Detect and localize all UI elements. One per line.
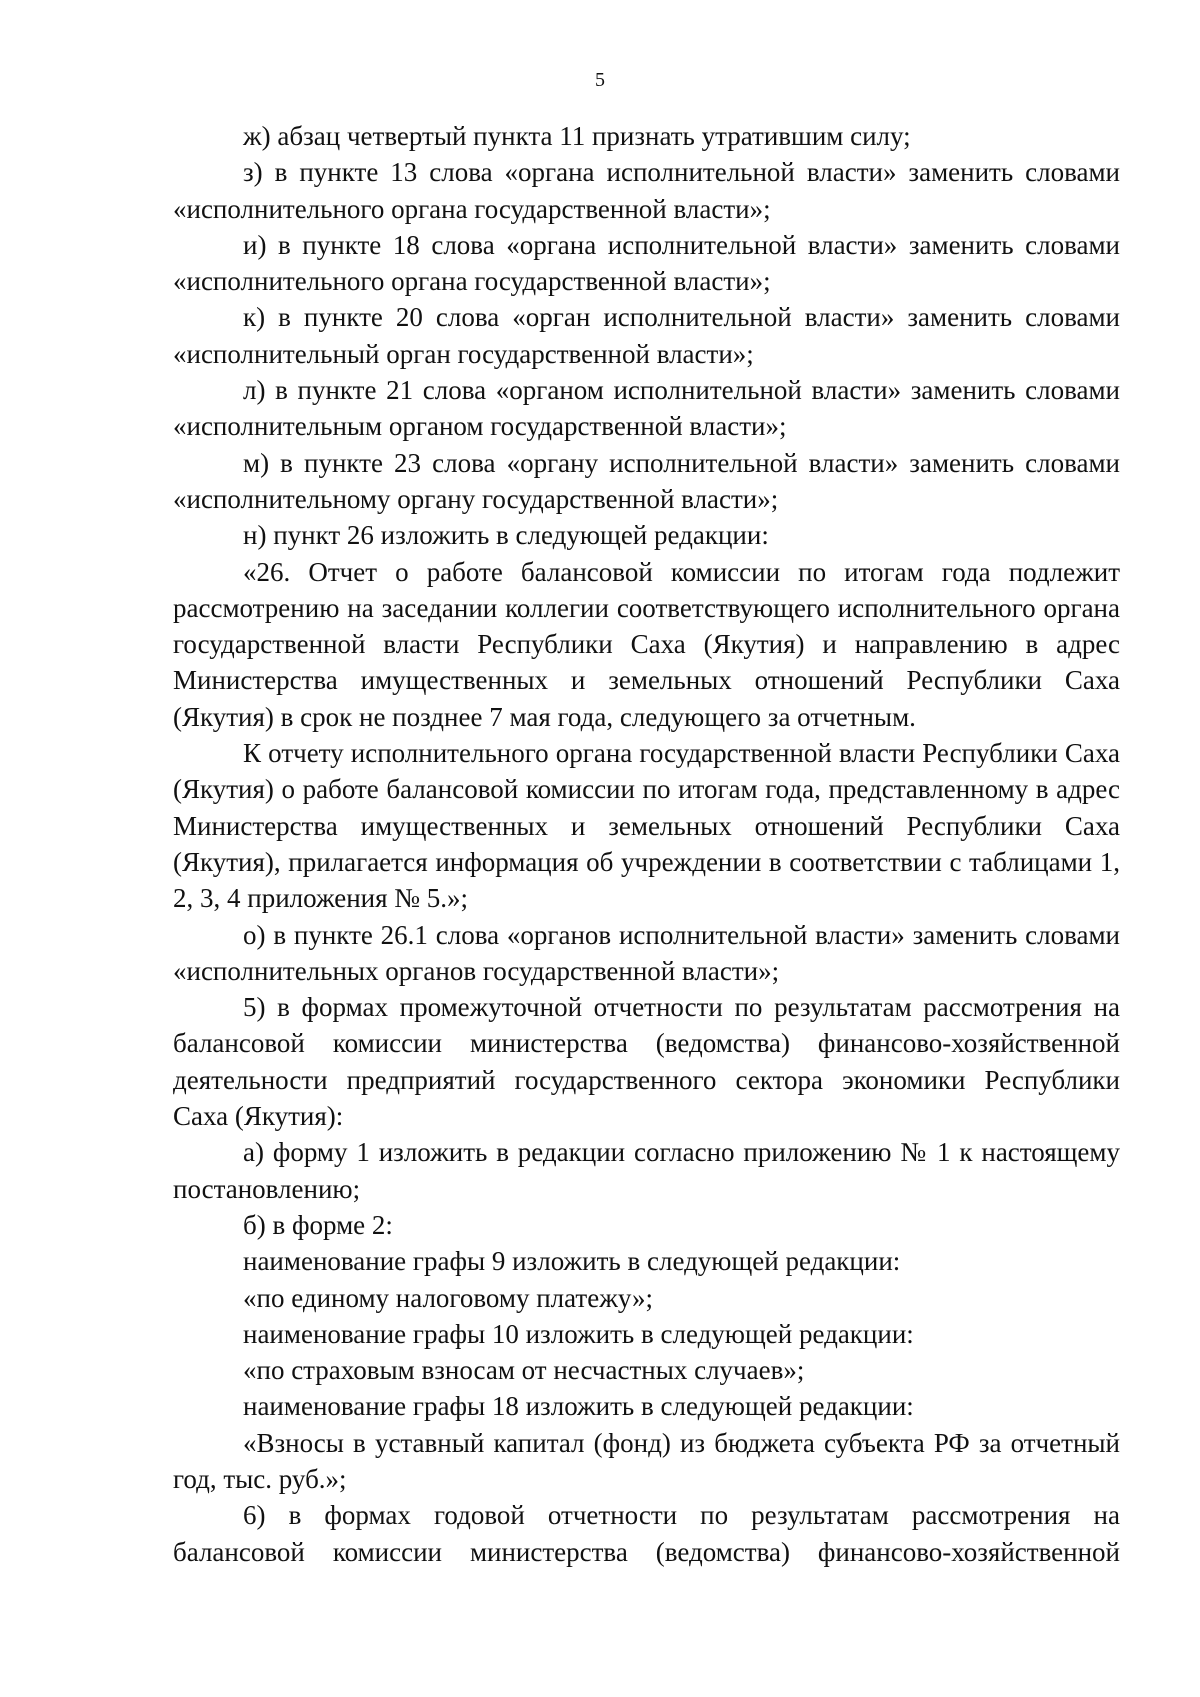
paragraph-zh: ж) абзац четвертый пункта 11 признать утратившим силу; [243,121,911,151]
paragraph-o: о) в пункте 26.1 слова «органов исполнительной власти» заменить словами «исполнительных органов государственной власти»; [173,919,1120,986]
paragraph-k: к) в пункте 20 слова «орган исполнительной власти» заменить словами «исполнительный орган государственной власти»; [173,302,1120,369]
paragraph-report: К отчету исполнительного органа государственной власти Республики Саха (Якутия) о работе балансовой комиссии по итогам года, представленному в адрес Министерства имущественных и земельных отношений Республики Саха (Якутия), прилагается информация об учреждении в соответствии с таблицами 1, 2, 3, 4 приложения № 5.»; [173,738,1120,914]
paragraph-z: з) в пункте 13 слова «органа исполнительной власти» заменить словами «исполнительного органа государственной власти»; [173,157,1120,224]
paragraph-column-18: наименование графы 18 изложить в следующей редакции: [243,1391,914,1422]
paragraph-i: и) в пункте 18 слова «органа исполнительной власти» заменить словами «исполнительного органа государственной власти»; [173,229,1120,297]
page-number: 5 [595,69,605,91]
paragraph-5: 5) в формах промежуточной отчетности по результатам рассмотрения на балансовой комиссии министерства (ведомства) финансово-хозяйственной деятельности предприятий государственного сектора экономики Республики Саха (Якутия): [173,992,1120,1132]
paragraph-column-9-value: «по единому налоговому платежу»; [243,1282,654,1313]
paragraph-b: б) в форме 2: [243,1209,393,1240]
paragraph-n: н) пункт 26 изложить в следующей редакции: [243,520,769,551]
paragraph-column-10: наименование графы 10 изложить в следующей редакции: [243,1318,914,1349]
paragraph-item-26: «26. Отчет о работе балансовой комиссии по итогам года подлежит рассмотрению на заседании коллегии соответствующего исполнительного органа государственной власти Республики Саха (Якутия) и направлению в адрес Министерства имущественных и земельных отношений Республики Саха (Якутия) в срок не позднее 7 мая года, следующего за отчетным. [173,556,1120,732]
document-text [173,118,1120,1570]
paragraph-column-9: наименование графы 9 изложить в следующей редакции: [243,1246,901,1277]
paragraph-a: а) форму 1 изложить в редакции согласно приложению № 1 к настоящему постановлению; [173,1137,1120,1204]
paragraph-column-10-value: «по страховым взносам от несчастных случаев»; [243,1355,805,1386]
paragraph-column-18-value: «Взносы в уставный капитал (фонд) из бюджета субъекта РФ за отчетный год, тыс. руб.»; [173,1427,1120,1494]
paragraph-6: 6) в формах годовой отчетности по результатам рассмотрения на балансовой комиссии министерства (ведомства) финансово-хозяйственной [173,1500,1120,1567]
paragraph-m: м) в пункте 23 слова «органу исполнительной власти» заменить словами «исполнительному органу государственной власти»; [173,447,1120,514]
paragraph-l: л) в пункте 21 слова «органом исполнительной власти» заменить словами «исполнительным органом государственной власти»; [173,375,1120,442]
